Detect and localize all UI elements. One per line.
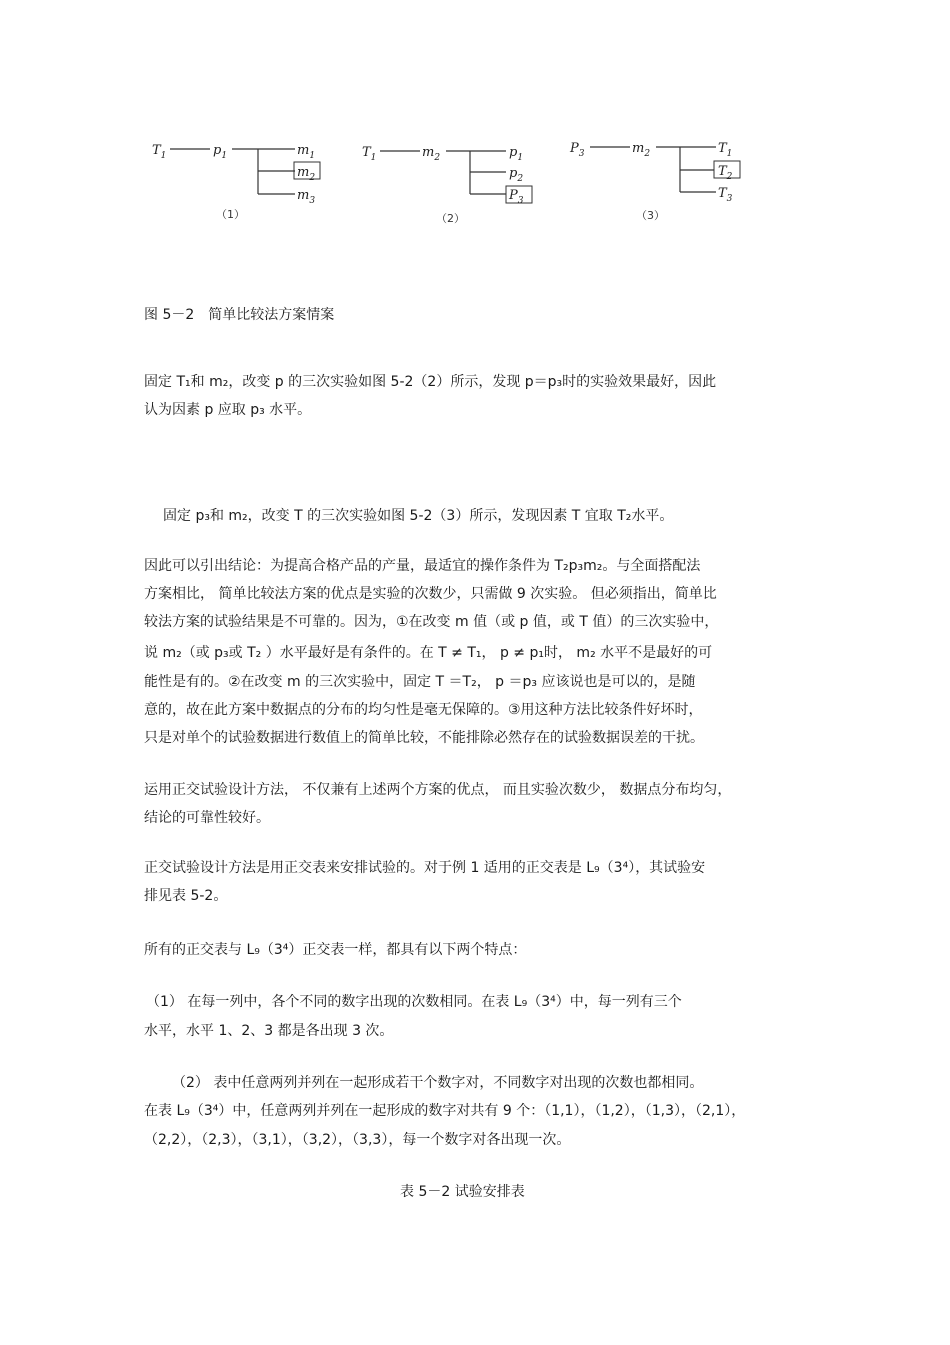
d3-mid-label: $m_2$ bbox=[632, 141, 651, 159]
para-3-line-5: 能性是有的。②在改变 m 的三次实验中，固定 T ＝T₂， p ＝p₃ 应该说也是可以的，是随 bbox=[144, 674, 696, 690]
para-3-line-6: 意的，故在此方案中数据点的分布的均匀性是毫无保障的。③用这种方法比较条件好坏时， bbox=[144, 702, 703, 718]
d1-branch-2: $m_2$ bbox=[297, 165, 316, 183]
para-8-line-1: （2） 表中任意两列并列在一起形成若干个数字对，不同数字对出现的次数也都相同。 bbox=[172, 1075, 704, 1091]
d2-mid-label: $m_2$ bbox=[422, 145, 441, 163]
para-3-line-2: 方案相比， 简单比较法方案的优点是实验的次数少，只需做 9 次实验。 但必须指出，简单比 bbox=[144, 586, 717, 602]
para-2: 固定 p₃和 m₂，改变 T 的三次实验如图 5-2（3）所示，发现因素 T 宜取 T₂水平。 bbox=[163, 508, 674, 524]
para-1-line-2: 认为因素 p 应取 p₃ 水平。 bbox=[144, 402, 312, 418]
diagram-1 bbox=[152, 143, 320, 221]
table-caption: 表 5－2 试验安排表 bbox=[400, 1184, 525, 1200]
d2-caption: （2） bbox=[436, 212, 465, 225]
para-8-line-2: 在表 L₉（3⁴）中，任意两列并列在一起形成的数字对共有 9 个：（1,1），（1,2），（1,3），（2,1）， bbox=[144, 1103, 746, 1119]
d2-branch-2: $p_2$ bbox=[509, 166, 524, 184]
d3-branch-2: $T_2$ bbox=[718, 164, 733, 182]
d2-branch-3: $P_3$ bbox=[509, 188, 524, 206]
para-4-line-1: 运用正交试验设计方法， 不仅兼有上述两个方案的优点， 而且实验次数少， 数据点分布均匀， bbox=[144, 782, 732, 798]
figure-5-2-diagrams bbox=[140, 130, 820, 240]
d2-root-label: $T_1$ bbox=[362, 145, 377, 163]
d3-branch-3: $T_3$ bbox=[718, 186, 733, 204]
para-5-line-1: 正交试验设计方法是用正交表来安排试验的。对于例 1 适用的正交表是 L₉（3⁴），其试验安 bbox=[144, 860, 706, 876]
para-6: 所有的正交表与 L₉（3⁴）正交表一样，都具有以下两个特点： bbox=[144, 942, 527, 958]
d1-branch-1: $m_1$ bbox=[297, 143, 316, 161]
para-1-line-1: 固定 T₁和 m₂，改变 p 的三次实验如图 5-2（2）所示，发现 p＝p₃时的实验效果最好，因此 bbox=[144, 374, 717, 390]
diagram-3 bbox=[569, 141, 740, 222]
para-3-line-1: 因此可以引出结论：为提高合格产品的产量，最适宜的操作条件为 T₂p₃m₂。与全面搭配法 bbox=[144, 558, 701, 574]
para-7-line-1: （1） 在每一列中，各个不同的数字出现的次数相同。在表 L₉（3⁴）中，每一列有三个 bbox=[146, 994, 682, 1010]
para-7-line-2: 水平，水平 1、2、3 都是各出现 3 次。 bbox=[144, 1023, 394, 1039]
d2-branch-1: $p_1$ bbox=[509, 145, 524, 163]
para-3-line-4: 说 m₂（或 p₃或 T₂ ）水平最好是有条件的。在 T ≠ T₁， p ≠ p₁时， m₂ 水平不是最好的可 bbox=[144, 645, 713, 661]
d1-branch-3: $m_3$ bbox=[297, 188, 316, 206]
para-5-line-2: 排见表 5-2。 bbox=[144, 888, 228, 904]
para-4-line-2: 结论的可靠性较好。 bbox=[144, 810, 270, 826]
d3-caption: （3） bbox=[636, 209, 665, 222]
d1-mid-label: $p_1$ bbox=[213, 143, 228, 161]
d3-root-label: $P_3$ bbox=[570, 141, 585, 159]
d1-caption: （1） bbox=[216, 208, 245, 221]
para-8-line-3: （2,2），（2,3），（3,1），（3,2），（3,3），每一个数字对各出现一次。 bbox=[144, 1132, 571, 1148]
d1-root-label: $T_1$ bbox=[152, 143, 167, 161]
para-3-line-3: 较法方案的试验结果是不可靠的。因为，①在改变 m 值（或 p 值，或 T 值）的三次实验中， bbox=[144, 614, 719, 630]
diagram-2 bbox=[362, 145, 532, 225]
figure-caption: 图 5－2 简单比较法方案情案 bbox=[144, 307, 335, 323]
para-3-line-7: 只是对单个的试验数据进行数值上的简单比较，不能排除必然存在的试验数据误差的干扰。 bbox=[144, 730, 704, 746]
d3-branch-1: $T_1$ bbox=[718, 141, 733, 159]
